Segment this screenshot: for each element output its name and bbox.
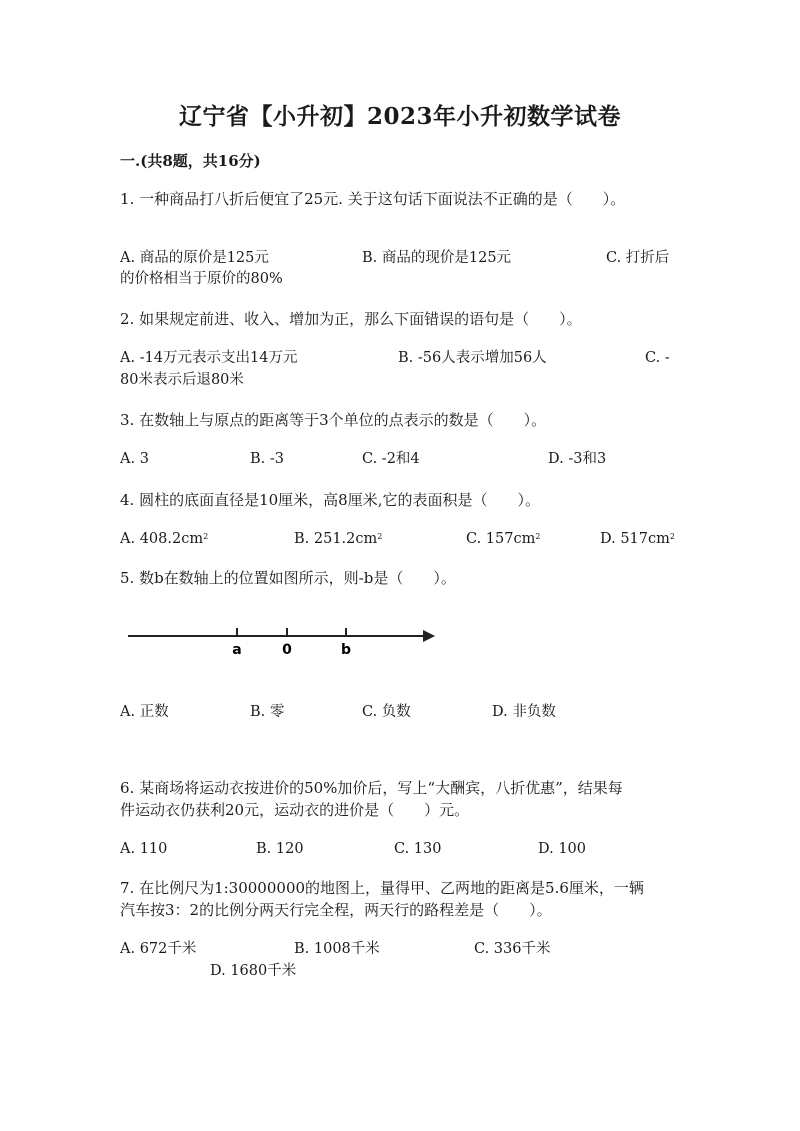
question-6-stem-line-2: 件运动衣仍获利20元，运动衣的进价是（ ）元。 [120,801,470,819]
question-2-option-b: B. -56人表示增加56人 [398,350,547,366]
question-7-stem-line-1: 7. 在比例尺为1:30000000的地图上，量得甲、乙两地的距离是5.6厘米，一辆 [120,879,644,897]
question-3-stem: 3. 在数轴上与原点的距离等于3个单位的点表示的数是（ ）。 [120,411,547,429]
question-1-stem: 1. 一种商品打八折后便宜了25元. 关于这句话下面说法不正确的是（ ）。 [120,190,626,208]
question-4-option-a: A. $408.2cm^2$ [120,531,209,547]
question-7-option-a: A. 672千米 [120,941,197,957]
question-4-stem: 4. 圆柱的底面直径是10厘米，高8厘米,它的表面积是（ ）。 [120,491,540,509]
question-1-option-b: B. 商品的现价是125元 [362,250,512,266]
question-6-option-c: C. 130 [394,841,442,857]
question-3-option-d: D. -3和3 [548,451,607,467]
question-5-stem: 5. 数b在数轴上的位置如图所示，则-b是（ ）。 [120,569,456,587]
question-5-option-d: D. 非负数 [492,704,556,720]
question-6-option-d: D. 100 [538,841,587,857]
question-2-stem: 2. 如果规定前进、收入、增加为正，那么下面错误的语句是（ ）。 [120,310,582,328]
number-line-figure [120,618,450,668]
question-6-option-a: A. 110 [120,841,168,857]
tick-label-zero: 0 [282,642,292,658]
question-3-option-c: C. -2和4 [362,451,420,467]
question-5-option-c: C. 负数 [362,704,411,720]
tick-label-a: a [232,642,242,658]
question-7-option-d: D. 1680千米 [210,963,297,979]
question-6-stem-line-1: 6. 某商场将运动衣按进价的50%加价后，写上“大酬宾，八折优惠”，结果每 [120,779,623,797]
tick-label-b: b [340,642,352,658]
number-line-arrow-icon [423,630,435,642]
question-5-option-b: B. 零 [250,704,285,720]
question-7-option-c: C. 336千米 [474,941,551,957]
question-3-option-a: A. 3 [120,451,149,467]
section-heading: 一.(共8题，共16分) [120,152,261,170]
question-4-option-b: B. $251.2cm^2$ [294,531,383,547]
question-1-option-c: C. 打折后 [606,250,670,266]
question-4-option-c: C. $157cm^2$ [466,531,541,547]
question-2-option-c-continued: 80米表示后退80米 [120,372,244,388]
question-5-option-a: A. 正数 [120,704,169,720]
question-3-option-b: B. -3 [250,451,284,467]
page-title: 辽宁省【小升初】2023年小升初数学试卷 [178,103,621,130]
question-7-option-b: B. 1008千米 [294,941,380,957]
question-2-option-a: A. -14万元表示支出14万元 [120,350,298,366]
question-7-stem-line-2: 汽车按3：2的比例分两天行完全程，两天行的路程差是（ ）。 [120,901,552,919]
question-2-option-c: C. - [645,350,670,366]
question-1-option-c-continued: 的价格相当于原价的80% [120,271,283,287]
question-1-option-a: A. 商品的原价是125元 [120,250,269,266]
question-6-option-b: B. 120 [256,841,304,857]
question-4-option-d: D. $517cm^2$ [600,531,675,547]
